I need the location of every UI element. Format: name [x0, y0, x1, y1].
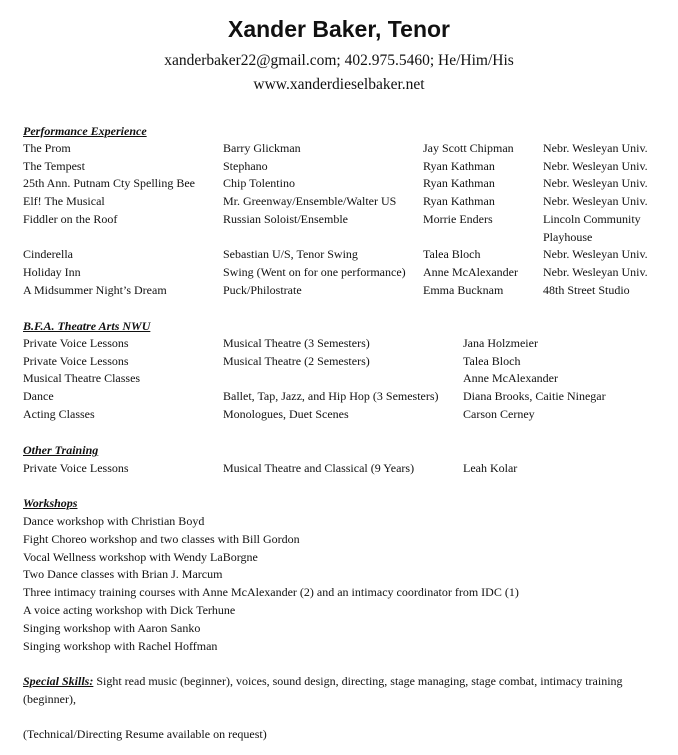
- workshop-item: A voice acting workshop with Dick Terhune: [23, 603, 236, 617]
- performance-row: [0, 281, 678, 299]
- performance-row-cell: Ryan Kathman: [423, 176, 495, 191]
- section-heading-bfa: B.F.A. Theatre Arts NWU: [23, 319, 151, 333]
- workshop-item: Two Dance classes with Brian J. Marcum: [23, 567, 223, 582]
- performance-row-cell: Puck/Philostrate: [223, 282, 302, 297]
- resume-name: Xander Baker, Tenor: [228, 16, 450, 42]
- performance-row: [0, 192, 678, 210]
- section-heading-performance: Performance Experience: [23, 124, 147, 138]
- bfa-row-cell: Private Voice Lessons: [23, 353, 129, 368]
- bfa-row-cell: Acting Classes: [23, 406, 95, 421]
- performance-row-cell: Stephano: [223, 158, 268, 173]
- performance-row-cell: Anne McAlexander: [423, 264, 518, 279]
- performance-row-cell: A Midsummer Night’s Dream: [23, 282, 167, 297]
- contact-line: xanderbaker22@gmail.com; 402.975.5460; He/Him/His: [164, 52, 514, 69]
- performance-row-cell: Ryan Kathman: [423, 158, 495, 173]
- performance-row: [0, 174, 678, 192]
- workshop-item: Three intimacy training courses with Anne McAlexander (2) and an intimacy coordinator from IDC (1): [23, 585, 519, 600]
- other-training-row: [0, 459, 678, 477]
- performance-row-cell: Sebastian U/S, Tenor Swing: [223, 247, 358, 262]
- bfa-row: [0, 387, 678, 405]
- performance-row-cell: Elf! The Musical: [23, 194, 105, 209]
- workshop-item: Singing workshop with Aaron Sanko: [23, 620, 201, 635]
- performance-row-cell: Holiday Inn: [23, 264, 81, 279]
- performance-row-cell: 25th Ann. Putnam Cty Spelling Bee: [23, 176, 196, 191]
- other-training-row-cell: Private Voice Lessons: [23, 461, 129, 475]
- performance-row-cell: Jay Scott Chipman: [423, 141, 514, 155]
- footer-note: (Technical/Directing Resume available on request): [23, 727, 267, 741]
- website: www.xanderdieselbaker.net: [253, 76, 425, 93]
- bfa-row: [0, 405, 678, 423]
- workshop-item: Fight Choreo workshop and two classes with Bill Gordon: [23, 531, 300, 546]
- performance-row-cell: Cinderella: [23, 247, 73, 262]
- section-heading-workshops: Workshops: [23, 496, 78, 510]
- performance-row-cell: Emma Bucknam: [423, 282, 504, 297]
- performance-row-cell: Lincoln Community: [543, 211, 641, 226]
- performance-row-cell: Nebr. Wesleyan Univ.: [543, 264, 648, 279]
- bfa-row-cell: Talea Bloch: [463, 353, 521, 368]
- performance-row-cell: Chip Tolentino: [223, 176, 295, 191]
- bfa-row-cell: Private Voice Lessons: [23, 336, 129, 350]
- workshop-item: Dance workshop with Christian Boyd: [23, 514, 205, 528]
- performance-row-cell: Playhouse: [543, 229, 593, 244]
- performance-row-cell: Morrie Enders: [423, 211, 493, 226]
- bfa-row: [0, 334, 678, 352]
- performance-row-cell: Barry Glickman: [223, 141, 301, 155]
- bfa-row-cell: Musical Theatre (2 Semesters): [223, 353, 370, 368]
- section-heading-other-training: Other Training: [23, 443, 99, 457]
- workshop-item: Vocal Wellness workshop with Wendy LaBorgne: [23, 549, 258, 564]
- special-skills-text: Sight read music (beginner), voices, sound design, directing, stage managing, stage combat, intimacy training (beginner),: [23, 674, 623, 706]
- other-training-row-cell: Leah Kolar: [463, 461, 518, 475]
- performance-row-cell: Nebr. Wesleyan Univ.: [543, 158, 648, 173]
- performance-row-cell: The Prom: [23, 141, 71, 155]
- performance-row-cell: The Tempest: [23, 158, 85, 173]
- performance-row-cell: Swing (Went on for one performance): [223, 264, 406, 279]
- performance-row: [0, 210, 678, 228]
- performance-row: [0, 228, 678, 246]
- bfa-row-cell: Monologues, Duet Scenes: [223, 406, 349, 421]
- performance-row: [0, 139, 678, 157]
- bfa-row-cell: Diana Brooks, Caitie Ninegar: [463, 389, 606, 404]
- performance-row: [0, 263, 678, 281]
- performance-row: [0, 245, 678, 263]
- special-skills: [23, 672, 633, 708]
- performance-row-cell: Nebr. Wesleyan Univ.: [543, 247, 648, 262]
- bfa-row-cell: Carson Cerney: [463, 406, 535, 421]
- bfa-row-cell: Musical Theatre Classes: [23, 371, 141, 386]
- workshop-item: Singing workshop with Rachel Hoffman: [23, 638, 218, 653]
- performance-row: [0, 157, 678, 175]
- performance-row-cell: Ryan Kathman: [423, 194, 495, 209]
- bfa-row: [0, 352, 678, 370]
- bfa-row-cell: Anne McAlexander: [463, 371, 558, 386]
- special-skills-label: Special Skills:: [23, 674, 94, 688]
- performance-row-cell: Nebr. Wesleyan Univ.: [543, 141, 648, 155]
- performance-row-cell: Russian Soloist/Ensemble: [223, 211, 349, 226]
- bfa-row-cell: Jana Holzmeier: [463, 336, 538, 350]
- performance-row-cell: 48th Street Studio: [543, 282, 630, 297]
- bfa-row: [0, 369, 678, 387]
- performance-row-cell: Mr. Greenway/Ensemble/Walter US: [223, 194, 397, 209]
- performance-row-cell: Fiddler on the Roof: [23, 211, 118, 226]
- other-training-row-cell: Musical Theatre and Classical (9 Years): [223, 461, 415, 475]
- bfa-row-cell: Dance: [23, 389, 54, 404]
- performance-row-cell: Talea Bloch: [423, 247, 481, 262]
- performance-row-cell: Nebr. Wesleyan Univ.: [543, 194, 648, 209]
- bfa-row-cell: Musical Theatre (3 Semesters): [223, 336, 370, 350]
- performance-row-cell: Nebr. Wesleyan Univ.: [543, 176, 648, 191]
- bfa-row-cell: Ballet, Tap, Jazz, and Hip Hop (3 Semesters): [223, 389, 439, 404]
